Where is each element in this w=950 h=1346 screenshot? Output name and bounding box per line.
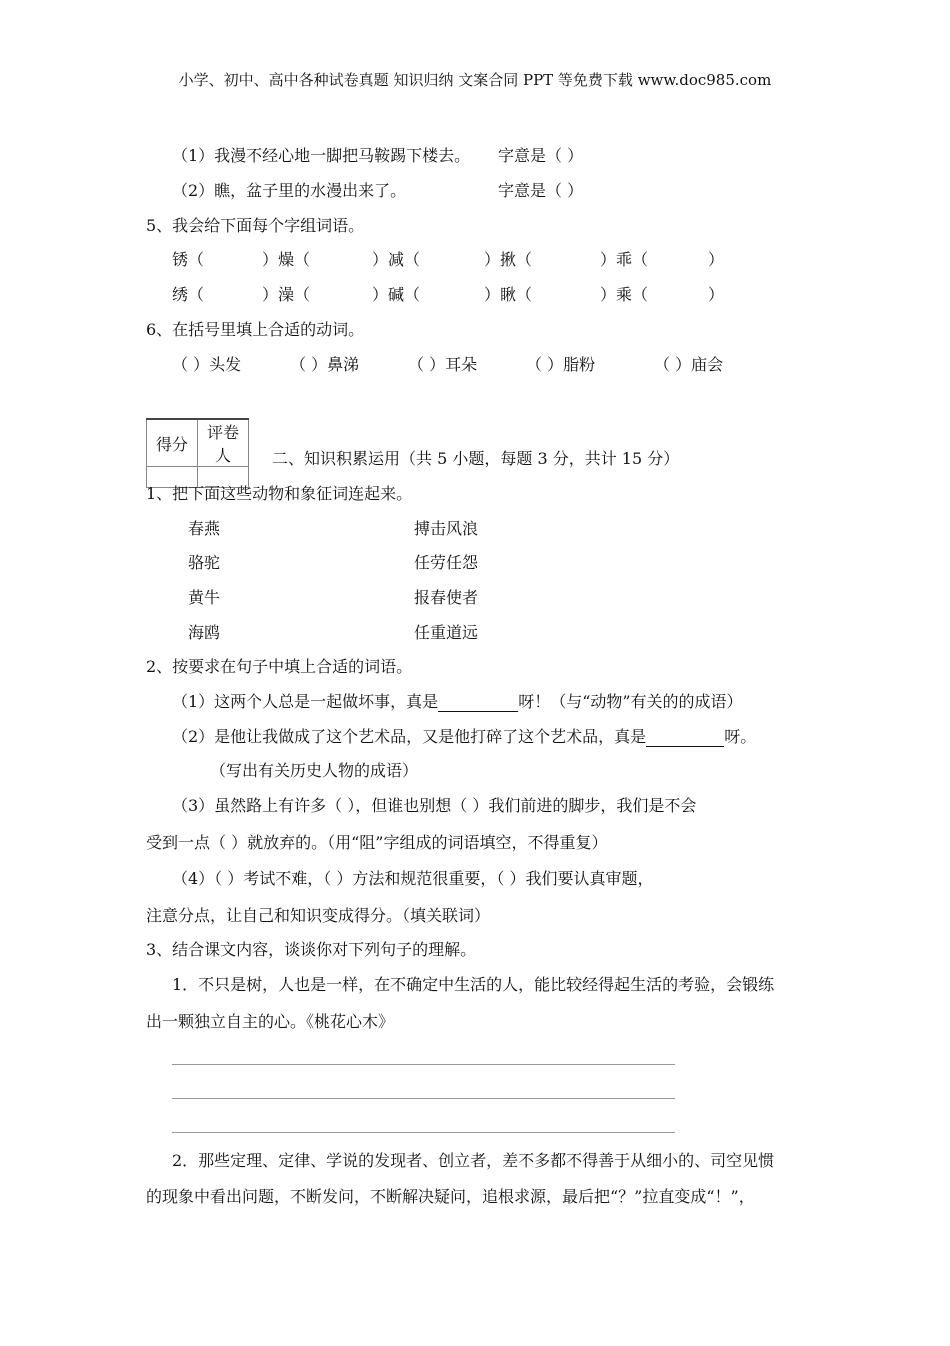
s2q2-item-2-note: （写出有关历史人物的成语） bbox=[210, 761, 419, 780]
page-header: 小学、初中、高中各种试卷真题 知识归纳 文案合同 PPT 等免费下载 www.doc985.com bbox=[178, 71, 772, 89]
symbol-item: 任劳任怨 bbox=[414, 553, 479, 572]
animal-item: 春燕 bbox=[188, 519, 221, 538]
q5-row2-cell: ）澡（ bbox=[262, 285, 311, 304]
symbol-item: 搏击风浪 bbox=[414, 519, 479, 538]
q5-row1-cell: 锈（ bbox=[172, 250, 205, 269]
fill-blank[interactable] bbox=[438, 695, 518, 712]
q5-row2-cell: 绣（ bbox=[172, 285, 205, 304]
s2q2-item-4-line-1: （4）（ ）考试不难，（ ）方法和规范很重要，（ ）我们要认真审题， bbox=[172, 869, 654, 888]
section-2-title: 二、知识积累运用（共 5 小题，每题 3 分，共计 15 分） bbox=[272, 449, 680, 468]
q6-item: （ ）鼻涕 bbox=[290, 355, 360, 374]
q6-item: （ ）耳朵 bbox=[408, 355, 478, 374]
symbol-item: 任重道远 bbox=[414, 623, 479, 642]
s2q2-title: 2、按要求在句子中填上合适的词语。 bbox=[146, 657, 413, 676]
q6-title: 6、在括号里填上合适的动词。 bbox=[146, 320, 365, 339]
s2q2-item-1-prefix: （1）这两个人总是一起做坏事，真是 bbox=[172, 692, 439, 711]
q6-item: （ ）脂粉 bbox=[526, 355, 596, 374]
q5-row2-cell: ）乘（ bbox=[600, 285, 649, 304]
s2q2-item-2 bbox=[172, 727, 756, 747]
grader-header: 评卷人 bbox=[198, 419, 249, 467]
q5-row1-cell: ） bbox=[708, 250, 725, 269]
q5-row1-cell: ）乖（ bbox=[600, 250, 649, 269]
answer-line[interactable] bbox=[172, 1098, 675, 1099]
q5-row1-cell: ）揪（ bbox=[484, 250, 533, 269]
q6-item: （ ）头发 bbox=[172, 355, 242, 374]
s2q3-passage-1-line-2: 出一颗独立自主的心。《桃花心木》 bbox=[146, 1012, 395, 1031]
s2q1-title: 1、把下面这些动物和象征词连起来。 bbox=[146, 484, 413, 503]
s2q2-item-1 bbox=[172, 692, 743, 712]
s2q2-item-4-line-2: 注意分点，让自己和知识变成得分。（填关联词） bbox=[146, 906, 491, 925]
s2q3-passage-1-line-1: 1．不只是树，人也是一样，在不确定中生活的人，能比较经得起生活的考验，会锻练 bbox=[172, 975, 775, 994]
q5-row1-cell: ）燥（ bbox=[262, 250, 311, 269]
animal-item: 骆驼 bbox=[188, 553, 221, 572]
fill-blank[interactable] bbox=[646, 730, 724, 747]
animal-item: 黄牛 bbox=[188, 588, 221, 607]
s2q3-title: 3、结合课文内容，谈谈你对下列句子的理解。 bbox=[146, 940, 477, 959]
s2q3-passage-2-line-2: 的现象中看出问题，不断发问，不断解决疑问，追根求源，最后把“？”拉直变成“！”， bbox=[146, 1187, 755, 1206]
s2q3-passage-2-line-1: 2．那些定理、定律、学说的发现者、创立者，差不多都不得善于从细小的、司空见惯 bbox=[172, 1151, 775, 1170]
animal-item: 海鸥 bbox=[188, 623, 221, 642]
q5-row2-cell: ） bbox=[708, 285, 725, 304]
q5-title: 5、我会给下面每个字组词语。 bbox=[146, 216, 365, 235]
s2q2-item-1-suffix: 呀！（与“动物”有关的的成语） bbox=[518, 692, 743, 711]
answer-line[interactable] bbox=[172, 1064, 675, 1065]
answer-line[interactable] bbox=[172, 1132, 675, 1133]
q4-item-2-meaning: 字意是（ ） bbox=[498, 181, 584, 200]
s2q2-item-2-suffix: 呀。 bbox=[724, 727, 757, 746]
q5-row1-cell: ）减（ bbox=[372, 250, 421, 269]
s2q2-item-3-line-2: 受到一点（ ）就放弃的。（用“阻”字组成的词语填空，不得重复） bbox=[146, 833, 608, 852]
score-table bbox=[146, 418, 249, 488]
symbol-item: 报春使者 bbox=[414, 588, 479, 607]
q5-row2-cell: ）碱（ bbox=[372, 285, 421, 304]
s2q2-item-3-line-1: （3）虽然路上有许多（ ），但谁也别想（ ）我们前进的脚步，我们是不会 bbox=[172, 796, 697, 815]
q4-item-1-meaning: 字意是（ ） bbox=[498, 146, 584, 165]
q4-item-1-text: （1）我漫不经心地一脚把马鞍踢下楼去。 bbox=[172, 146, 471, 165]
q5-row2-cell: ）瞅（ bbox=[484, 285, 533, 304]
q4-item-2-text: （2）瞧，盆子里的水漫出来了。 bbox=[172, 181, 407, 200]
score-header: 得分 bbox=[147, 419, 198, 467]
s2q2-item-2-prefix: （2）是他让我做成了这个艺术品，又是他打碎了这个艺术品，真是 bbox=[172, 727, 647, 746]
q6-item: （ ）庙会 bbox=[654, 355, 724, 374]
